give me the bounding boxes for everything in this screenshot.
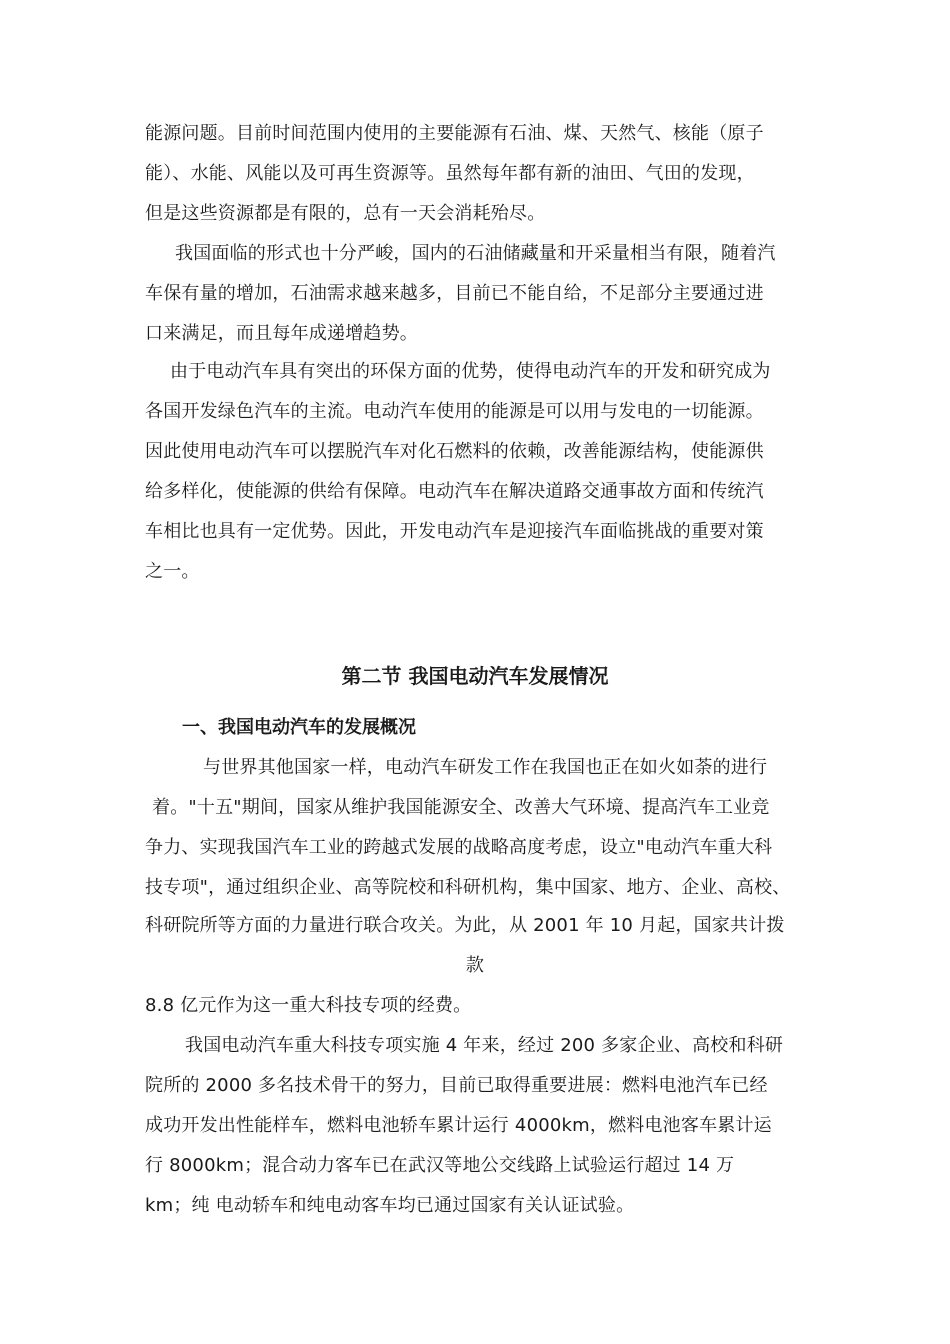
paragraph-line: 科研院所等方面的力量进行联合攻关。为此，从 2001 年 10 月起，国家共计拨: [145, 915, 785, 936]
paragraph-line: 8.8 亿元作为这一重大科技专项的经费。: [145, 995, 472, 1016]
paragraph-line: 车相比也具有一定优势。因此，开发电动汽车是迎接汽车面临挑战的重要对策: [145, 521, 764, 542]
paragraph-line: 着。"十五"期间，国家从维护我国能源安全、改善大气环境、提高汽车工业竞: [152, 797, 770, 818]
paragraph-line: 由于电动汽车具有突出的环保方面的优势，使得电动汽车的开发和研究成为: [170, 361, 771, 382]
paragraph-line: 因此使用电动汽车可以摆脱汽车对化石燃料的依赖，改善能源结构，使能源供: [145, 441, 764, 462]
paragraph-line: 口来满足，而且每年成递增趋势。: [145, 323, 418, 344]
paragraph-line: 给多样化，使能源的供给有保障。电动汽车在解决道路交通事故方面和传统汽: [145, 481, 764, 502]
paragraph-line: 车保有量的增加，石油需求越来越多，目前已不能自给，不足部分主要通过进: [145, 283, 764, 304]
paragraph-line: 各国开发绿色汽车的主流。电动汽车使用的能源是可以用与发电的一切能源。: [145, 401, 764, 422]
paragraph-line: 但是这些资源都是有限的，总有一天会消耗殆尽。: [145, 203, 546, 224]
paragraph-line: 款: [465, 955, 485, 976]
section-title: 第二节 我国电动汽车发展情况: [341, 664, 609, 688]
paragraph-line: 行 8000km；混合动力客车已在武汉等地公交线路上试验运行超过 14 万: [145, 1155, 735, 1176]
paragraph-line: 成功开发出性能样车，燃料电池轿车累计运行 4000km，燃料电池客车累计运: [145, 1115, 772, 1136]
subsection-title: 一、我国电动汽车的发展概况: [182, 717, 416, 738]
paragraph-line: 与世界其他国家一样，电动汽车研发工作在我国也正在如火如荼的进行: [203, 757, 768, 778]
paragraph-line: 争力、实现我国汽车工业的跨越式发展的战略高度考虑，设立"电动汽车重大科: [145, 837, 773, 858]
paragraph-line: 院所的 2000 多名技术骨干的努力，目前已取得重要进展：燃料电池汽车已经: [145, 1075, 768, 1096]
paragraph-line: 我国面临的形式也十分严峻，国内的石油储藏量和开采量相当有限，随着汽: [175, 243, 776, 264]
paragraph-line: km；纯 电动轿车和纯电动客车均已通过国家有关认证试验。: [145, 1195, 635, 1216]
paragraph-line: 能）、水能、风能以及可再生资源等。虽然每年都有新的油田、气田的发现，: [145, 163, 755, 184]
paragraph-line: 我国电动汽车重大科技专项实施 4 年来，经过 200 多家企业、高校和科研: [185, 1035, 784, 1056]
paragraph-line: 能源问题。目前时间范围内使用的主要能源有石油、煤、天然气、核能（原子: [145, 123, 764, 144]
paragraph-line: 技专项"，通过组织企业、高等院校和科研机构，集中国家、地方、企业、高校、: [145, 877, 791, 898]
paragraph-line: 之一。: [145, 561, 200, 582]
